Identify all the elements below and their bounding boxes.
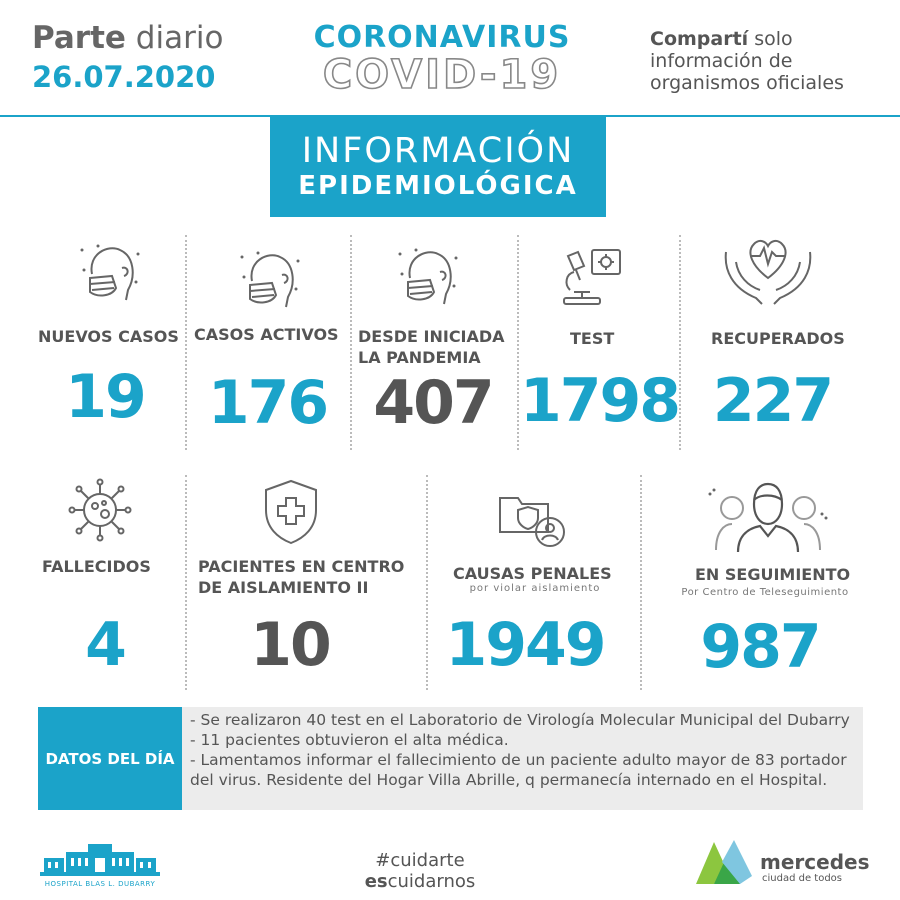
hashtag: #cuidarte escuidarnos: [364, 850, 476, 892]
section-title: [270, 117, 606, 217]
test-value: 1798: [520, 366, 679, 436]
covid-title: COVID-19: [322, 52, 562, 98]
datos-del-dia-text: - Se realizaron 40 test en el Laboratorio de Virología Molecular Municipal del Dubarry - 11 pacientes obtuvieron el alta médica. - Lamentamos informar el fallecimiento de un paciente adulto mayor de 83 portador del virus. Residente del Hogar Villa Abrille, q permanecía internado en el Hospital.: [182, 707, 863, 810]
column-divider: [185, 475, 187, 690]
fallecidos-value: 4: [85, 610, 125, 680]
title-line-2: EPIDEMIOLÓGICA: [298, 171, 578, 201]
desde-pandemia-label: DESDE INICIADA LA PANDEMIA: [358, 327, 505, 367]
column-divider: [640, 475, 642, 690]
coronavirus-title: CORONAVIRUS: [313, 20, 571, 55]
mercedes-name: mercedes: [760, 850, 870, 874]
mercedes-logo-icon: [696, 838, 752, 884]
folder-shield-icon: [496, 488, 570, 552]
hospital-name: HOSPITAL BLAS L. DUBARRY: [44, 880, 156, 888]
causas-penales-sub: por violar aislamiento: [469, 583, 601, 594]
pacientes-centro-label: PACIENTES EN CENTRO DE AISLAMIENTO II: [198, 557, 405, 597]
column-divider: [426, 475, 428, 690]
hospital-logo-icon: [40, 842, 160, 880]
nuevos-casos-label: NUEVOS CASOS: [38, 327, 179, 346]
mask-face-icon: [396, 244, 460, 312]
pacientes-centro-value: 10: [250, 610, 330, 680]
parte-diario-title: Parte diario: [32, 20, 224, 56]
column-divider: [185, 235, 187, 450]
column-divider: [350, 235, 352, 450]
causas-penales-value: 1949: [445, 610, 605, 680]
casos-activos-value: 176: [207, 368, 328, 438]
desde-pandemia-value: 407: [373, 368, 493, 438]
title-line-1: INFORMACIÓN: [301, 131, 575, 171]
en-seguimiento-value: 987: [700, 612, 820, 682]
fallecidos-label: FALLECIDOS: [42, 557, 151, 576]
shield-cross-icon: [262, 478, 320, 546]
test-label: TEST: [570, 329, 615, 348]
datos-del-dia-label: DATOS DEL DÍA: [38, 707, 182, 810]
column-divider: [517, 235, 519, 450]
en-seguimiento-label: EN SEGUIMIENTO: [695, 565, 851, 584]
share-notice: Compartí solo información de organismos oficiales: [650, 28, 844, 94]
mask-face-icon: [238, 247, 302, 315]
mask-face-icon: [78, 240, 142, 308]
heart-hands-icon: [722, 232, 814, 312]
casos-activos-label: CASOS ACTIVOS: [194, 325, 339, 344]
person-group-icon: [704, 480, 832, 552]
recuperados-value: 227: [712, 366, 833, 436]
nuevos-casos-value: 19: [65, 362, 145, 432]
virus-icon: [68, 478, 132, 542]
mercedes-slogan: ciudad de todos: [762, 873, 843, 884]
en-seguimiento-sub: Por Centro de Teleseguimiento: [681, 587, 849, 598]
report-date: 26.07.2020: [32, 60, 216, 94]
recuperados-label: RECUPERADOS: [711, 329, 845, 348]
causas-penales-label: CAUSAS PENALES: [453, 564, 612, 583]
column-divider: [679, 235, 681, 450]
microscope-icon: [560, 246, 624, 310]
